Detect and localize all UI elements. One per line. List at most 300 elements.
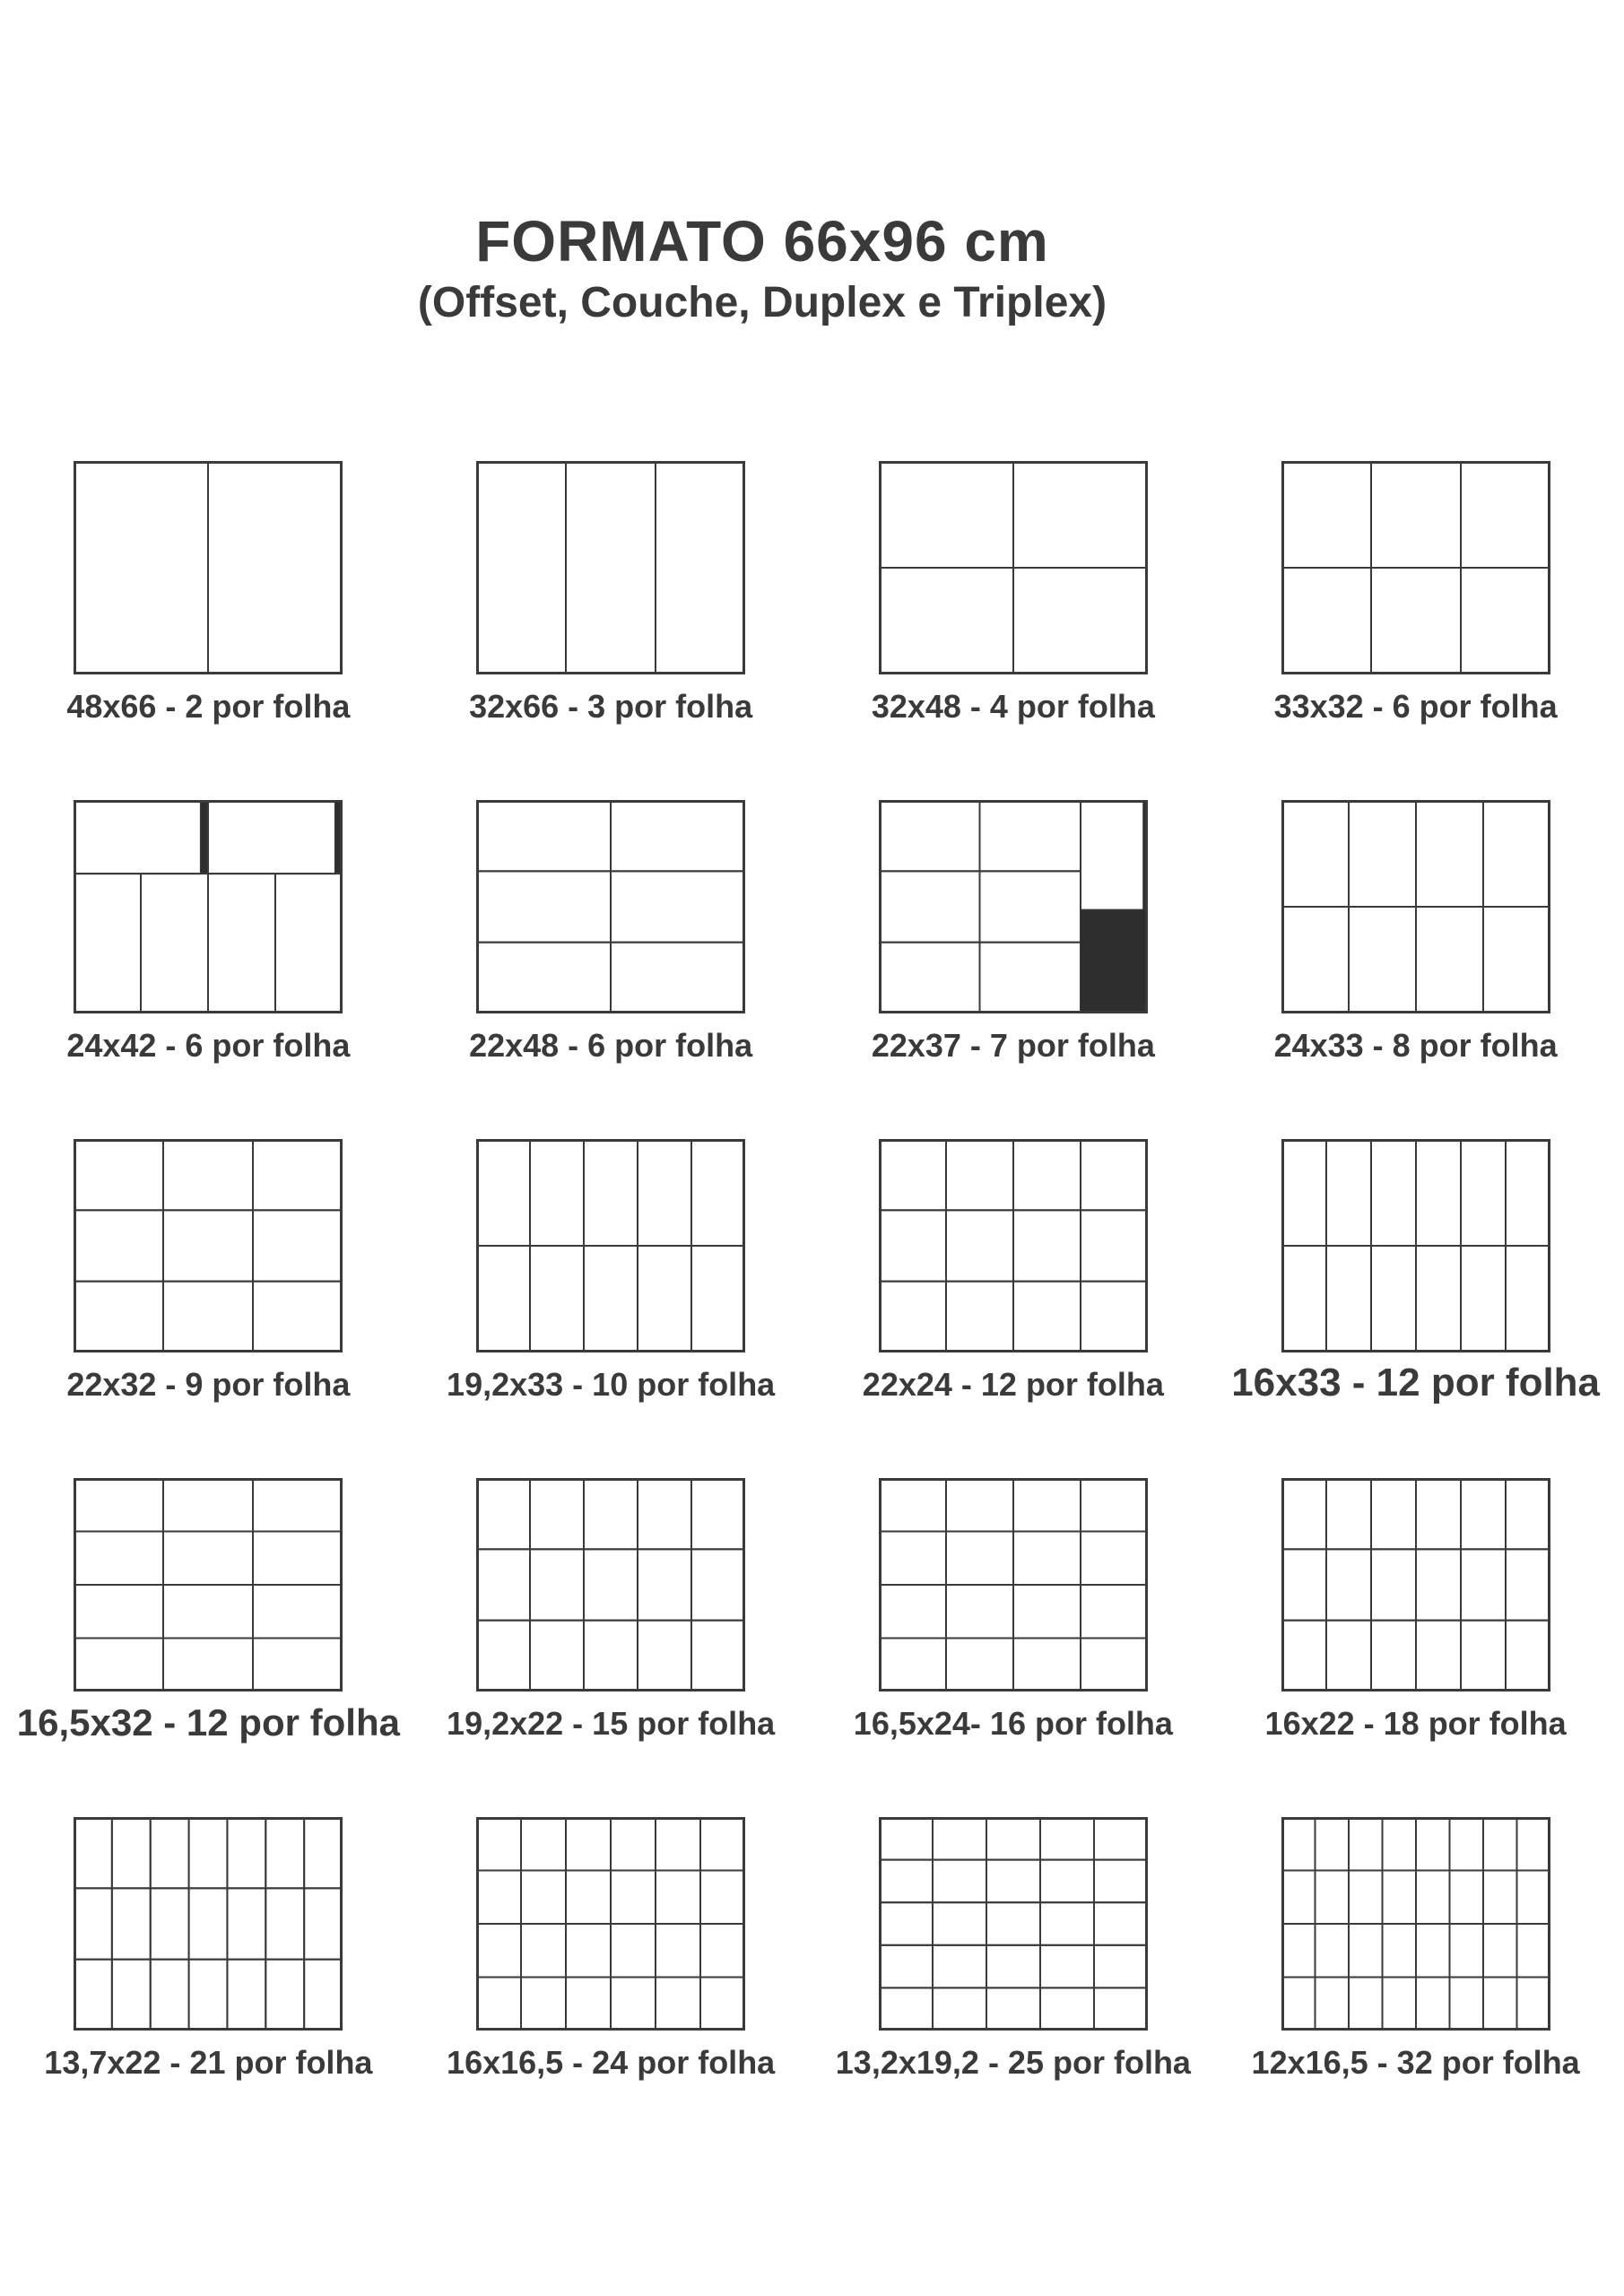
sheet-cell: [700, 1978, 745, 2031]
sheet-cell: [879, 800, 980, 871]
sheet-cell: [1449, 1871, 1483, 1925]
sheet-cell: [1013, 1585, 1081, 1639]
sheet-cell: [1081, 1210, 1148, 1281]
sheet-cell: [1371, 1139, 1416, 1246]
sheet-cell: [1315, 1817, 1349, 1871]
waste-area: [201, 800, 208, 874]
sheet-cell: [74, 1532, 163, 1586]
sheet-cell: [1281, 800, 1349, 907]
sheet-cell: [74, 1139, 163, 1210]
sheet-cell: [986, 1945, 1040, 1988]
diagram-label: 16,5x24- 16 por folha: [853, 1705, 1173, 1742]
sheet-cell: [638, 1139, 691, 1246]
sheet-cell: [208, 461, 343, 674]
sheet-cell: [1040, 1817, 1094, 1860]
sheet-cell: [163, 1282, 253, 1352]
sheet-cell: [986, 1987, 1040, 2031]
sheet-cell: [1461, 1549, 1506, 1620]
sheet-cell: [691, 1549, 745, 1620]
sheet-cell: [530, 1549, 584, 1620]
cut-layout-diagram: [1214, 439, 1617, 778]
sheet-cell: [228, 1817, 266, 1888]
sheet-cell: [611, 800, 745, 871]
sheet-cell: [879, 1210, 946, 1281]
sheet-preview: [476, 1478, 745, 1692]
sheet-cell: [1040, 1987, 1094, 2031]
sheet-cell: [1416, 1621, 1461, 1692]
sheet-outline: [75, 1819, 342, 2030]
sheet-preview: [1281, 461, 1550, 674]
sheet-cell: [933, 1902, 986, 1945]
sheet-cell: [1315, 1924, 1349, 1978]
sheet-cell: [476, 1978, 521, 2031]
sheet-cell: [74, 800, 201, 874]
sheet-cell: [1081, 1478, 1148, 1532]
sheet-cell: [656, 1924, 700, 1978]
sheet-cell: [879, 1945, 933, 1988]
sheet-cell: [476, 1621, 530, 1692]
sheet-cell: [74, 1817, 112, 1888]
sheet-cell: [266, 1888, 305, 1959]
sheet-cell: [946, 1639, 1013, 1692]
sheet-cell: [1416, 1978, 1450, 2031]
sheet-cell: [1013, 1532, 1081, 1586]
sheet-preview: [1281, 800, 1550, 1013]
sheet-cell: [1081, 1139, 1148, 1210]
sheet-cell: [476, 800, 611, 871]
sheet-cell: [521, 1924, 566, 1978]
sheet-cell: [1506, 1549, 1550, 1620]
sheet-cell: [946, 1210, 1013, 1281]
sheet-cell: [1349, 1924, 1383, 1978]
sheet-cell: [1281, 1871, 1316, 1925]
sheet-cell: [879, 1987, 933, 2031]
sheet-cell: [1416, 1549, 1461, 1620]
diagram-label: 22x48 - 6 por folha: [469, 1027, 753, 1064]
sheet-cell: [1371, 1478, 1416, 1549]
sheet-cell: [879, 568, 1013, 674]
sheet-cell: [1371, 1549, 1416, 1620]
sheet-cell: [946, 1478, 1013, 1532]
sheet-cell: [1081, 1585, 1148, 1639]
sheet-cell: [638, 1621, 691, 1692]
diagram-label: 32x66 - 3 por folha: [469, 688, 753, 725]
sheet-cell: [1315, 1871, 1349, 1925]
sheet-cell: [1281, 1817, 1316, 1871]
sheet-preview: [74, 1478, 343, 1692]
sheet-cell: [1483, 1978, 1517, 2031]
sheet-cell: [1094, 1987, 1148, 2031]
diagram-label: 19,2x22 - 15 por folha: [447, 1705, 776, 1742]
sheet-cell: [656, 1817, 700, 1871]
sheet-cell: [584, 1549, 638, 1620]
sheet-cell: [228, 1888, 266, 1959]
sheet-cell: [74, 1210, 163, 1281]
sheet-outline: [75, 1141, 342, 1352]
sheet-cell: [611, 1924, 656, 1978]
sheet-cell: [879, 1817, 933, 1860]
cut-layout-diagram: [410, 1796, 812, 2135]
diagram-label: 24x33 - 8 por folha: [1273, 1027, 1558, 1064]
sheet-cell: [638, 1478, 691, 1549]
sheet-cell: [1382, 1924, 1416, 1978]
sheet-cell: [476, 1139, 530, 1246]
sheet-cell: [1506, 1621, 1550, 1692]
sheet-cell: [151, 1817, 189, 1888]
sheet-cell: [1013, 1639, 1081, 1692]
cut-layout-diagram: [1214, 1457, 1617, 1796]
sheet-cell: [1382, 1817, 1416, 1871]
sheet-cell: [691, 1621, 745, 1692]
sheet-cell: [521, 1817, 566, 1871]
sheet-cell: [1081, 800, 1143, 910]
sheet-cell: [1013, 568, 1148, 674]
sheet-cell: [879, 1282, 946, 1352]
sheet-cell: [1416, 1871, 1450, 1925]
sheet-cell: [141, 874, 208, 1013]
sheet-cell: [1449, 1978, 1483, 2031]
cut-layout-diagram: [410, 1118, 812, 1457]
sheet-cell: [933, 1817, 986, 1860]
sheet-cell: [112, 1960, 151, 2031]
sheet-cell: [1461, 568, 1550, 674]
sheet-cell: [253, 1210, 343, 1281]
sheet-preview: [1281, 1478, 1550, 1692]
sheet-cell: [611, 1817, 656, 1871]
cut-layout-diagram: [7, 1457, 410, 1796]
sheet-cell: [476, 461, 566, 674]
sheet-preview: [476, 1817, 745, 2031]
sheet-cell: [979, 943, 1081, 1013]
sheet-cell: [584, 1478, 638, 1549]
sheet-cell: [253, 1139, 343, 1210]
sheet-cell: [1416, 1246, 1461, 1352]
sheet-cell: [1081, 1639, 1148, 1692]
sheet-cell: [1013, 1478, 1081, 1532]
sheet-cell: [1483, 1871, 1517, 1925]
sheet-cell: [1281, 1924, 1316, 1978]
sheet-cell: [638, 1549, 691, 1620]
sheet-cell: [1326, 1549, 1371, 1620]
sheet-cell: [1371, 1246, 1416, 1352]
sheet-cell: [189, 1960, 228, 2031]
sheet-preview: [476, 461, 745, 674]
sheet-cell: [1281, 568, 1371, 674]
sheet-cell: [879, 1532, 946, 1586]
sheet-cell: [1382, 1871, 1416, 1925]
sheet-cell: [163, 1478, 253, 1532]
sheet-cell: [74, 1585, 163, 1639]
sheet-cell: [1013, 1282, 1081, 1352]
sheet-cell: [74, 1478, 163, 1532]
sheet-cell: [208, 800, 335, 874]
sheet-cell: [1281, 1139, 1326, 1246]
cut-layout-diagram: [812, 1118, 1215, 1457]
cut-layout-diagram: [410, 439, 812, 778]
sheet-cell: [266, 1817, 305, 1888]
sheet-cell: [1461, 1621, 1506, 1692]
sheet-cell: [986, 1902, 1040, 1945]
sheet-cell: [74, 1639, 163, 1692]
sheet-preview: [476, 800, 745, 1013]
sheet-cell: [530, 1621, 584, 1692]
sheet-cell: [476, 1871, 521, 1925]
sheet-cell: [933, 1945, 986, 1988]
sheet-cell: [1013, 1139, 1081, 1210]
sheet-cell: [1326, 1139, 1371, 1246]
sheet-cell: [74, 1960, 112, 2031]
sheet-cell: [933, 1860, 986, 1903]
sheet-cell: [638, 1246, 691, 1352]
sheet-cell: [1013, 1210, 1081, 1281]
sheet-cell: [1461, 461, 1550, 568]
sheet-cell: [946, 1282, 1013, 1352]
sheet-cell: [1461, 1478, 1506, 1549]
sheet-cell: [1416, 1924, 1450, 1978]
sheet-cell: [112, 1888, 151, 1959]
sheet-cell: [1516, 1978, 1550, 2031]
sheet-cell: [879, 943, 980, 1013]
sheet-cell: [476, 943, 611, 1013]
sheet-cell: [566, 1817, 611, 1871]
sheet-cell: [879, 1139, 946, 1210]
sheet-cell: [584, 1621, 638, 1692]
sheet-cell: [530, 1139, 584, 1246]
sheet-cell: [1371, 568, 1461, 674]
sheet-cell: [979, 871, 1081, 942]
sheet-preview: [74, 1139, 343, 1352]
sheet-cell: [74, 1282, 163, 1352]
diagram-label: 48x66 - 2 por folha: [66, 688, 351, 725]
sheet-cell: [1281, 1246, 1326, 1352]
sheet-cell: [1349, 800, 1416, 907]
cut-layout-diagram: [410, 778, 812, 1118]
sheet-cell: [656, 461, 745, 674]
cut-layout-diagram: [7, 778, 410, 1118]
sheet-cell: [1516, 1924, 1550, 1978]
diagram-label: 16x33 - 12 por folha: [1231, 1361, 1601, 1405]
sheet-cell: [879, 461, 1013, 568]
sheet-cell: [1094, 1860, 1148, 1903]
sheet-cell: [189, 1817, 228, 1888]
sheet-cell: [986, 1860, 1040, 1903]
sheet-cell: [1326, 1478, 1371, 1549]
sheet-cell: [530, 1478, 584, 1549]
sheet-cell: [1416, 907, 1483, 1013]
sheet-cell: [521, 1978, 566, 2031]
sheet-cell: [611, 871, 745, 942]
sheet-preview: [879, 461, 1148, 674]
sheet-cell: [163, 1210, 253, 1281]
sheet-cell: [879, 1860, 933, 1903]
diagram-label: 33x32 - 6 por folha: [1273, 688, 1558, 725]
cut-layout-diagram: [1214, 778, 1617, 1118]
sheet-cell: [1094, 1902, 1148, 1945]
sheet-outline: [880, 1819, 1146, 2030]
sheet-cell: [1094, 1817, 1148, 1860]
sheet-preview: [879, 1817, 1148, 2031]
sheet-cell: [151, 1888, 189, 1959]
page-subtitle: (Offset, Couche, Duplex e Triplex): [417, 279, 1107, 326]
sheet-cell: [566, 1978, 611, 2031]
sheet-cell: [566, 1871, 611, 1925]
sheet-cell: [305, 1888, 343, 1959]
sheet-cell: [1349, 1817, 1383, 1871]
sheet-cell: [1506, 1246, 1550, 1352]
waste-area: [1081, 910, 1148, 1013]
sheet-cell: [1281, 1549, 1326, 1620]
sheet-outline: [478, 463, 744, 674]
sheet-cell: [1461, 1246, 1506, 1352]
sheet-cell: [1013, 461, 1148, 568]
sheet-cell: [1281, 907, 1349, 1013]
sheet-cell: [476, 1478, 530, 1549]
cut-layout-diagram: [7, 1796, 410, 2135]
diagram-label: 13,2x19,2 - 25 por folha: [835, 2044, 1191, 2081]
sheet-cell: [208, 874, 275, 1013]
sheet-cell: [979, 800, 1081, 871]
sheet-cell: [1281, 461, 1371, 568]
diagram-label: 16x22 - 18 por folha: [1264, 1705, 1567, 1742]
sheet-cell: [1416, 1817, 1450, 1871]
cut-layout-diagram: [410, 1457, 812, 1796]
cut-layout-diagram: [812, 439, 1215, 778]
cut-layout-diagram: [812, 778, 1215, 1118]
sheet-cell: [1483, 907, 1550, 1013]
sheet-cell: [1326, 1246, 1371, 1352]
sheet-cell: [946, 1139, 1013, 1210]
sheet-cell: [1371, 1621, 1416, 1692]
sheet-cell: [1382, 1978, 1416, 2031]
sheet-cell: [879, 1639, 946, 1692]
sheet-cell: [1094, 1945, 1148, 1988]
sheet-cell: [74, 461, 208, 674]
sheet-cell: [611, 1978, 656, 2031]
sheet-cell: [1349, 1871, 1383, 1925]
sheet-cell: [163, 1585, 253, 1639]
sheet-cell: [1281, 1978, 1316, 2031]
diagram-label: 12x16,5 - 32 por folha: [1251, 2044, 1580, 2081]
cut-layouts-grid: [7, 439, 1617, 2135]
sheet-cell: [986, 1817, 1040, 1860]
diagram-label: 22x24 - 12 por folha: [862, 1366, 1164, 1403]
sheet-preview: [74, 461, 343, 674]
sheet-cell: [163, 1639, 253, 1692]
sheet-cell: [1516, 1817, 1550, 1871]
diagram-label: 19,2x33 - 10 por folha: [447, 1366, 776, 1403]
sheet-cell: [1461, 1139, 1506, 1246]
sheet-cell: [74, 1888, 112, 1959]
sheet-preview: [1281, 1817, 1550, 2031]
sheet-cell: [253, 1282, 343, 1352]
sheet-cell: [530, 1246, 584, 1352]
sheet-cell: [1416, 1139, 1461, 1246]
sheet-preview: [879, 1478, 1148, 1692]
page-title: FORMATO 66x96 cm: [475, 209, 1049, 274]
sheet-cell: [1349, 907, 1416, 1013]
sheet-cell: [700, 1817, 745, 1871]
sheet-cell: [1315, 1978, 1349, 2031]
sheet-cell: [476, 1817, 521, 1871]
sheet-cell: [1449, 1924, 1483, 1978]
sheet-cell: [1416, 800, 1483, 907]
sheet-cell: [1040, 1945, 1094, 1988]
sheet-cell: [1506, 1139, 1550, 1246]
sheet-preview: [74, 1817, 343, 2031]
sheet-cell: [266, 1960, 305, 2031]
sheet-preview: [74, 800, 343, 1013]
sheet-cell: [879, 1902, 933, 1945]
sheet-cell: [879, 1585, 946, 1639]
diagram-label: 16x16,5 - 24 por folha: [447, 2044, 776, 2081]
sheet-cell: [691, 1478, 745, 1549]
diagram-label: 16,5x32 - 12 por folha: [16, 1701, 400, 1744]
sheet-cell: [476, 871, 611, 942]
sheet-cell: [1483, 1924, 1517, 1978]
sheet-preview: [1281, 1139, 1550, 1352]
cut-layout-diagram: [7, 439, 410, 778]
sheet-cell: [611, 1871, 656, 1925]
sheet-cell: [566, 461, 656, 674]
sheet-cell: [305, 1817, 343, 1888]
diagram-label: 32x48 - 4 por folha: [871, 688, 1155, 725]
sheet-cell: [1040, 1860, 1094, 1903]
cut-layout-diagram: [7, 1118, 410, 1457]
sheet-cell: [228, 1960, 266, 2031]
cut-layout-diagram: [1214, 1796, 1617, 2135]
sheet-cell: [1326, 1621, 1371, 1692]
sheet-cell: [305, 1960, 343, 2031]
sheet-cell: [933, 1987, 986, 2031]
header: [0, 208, 1524, 327]
sheet-cell: [253, 1585, 343, 1639]
sheet-cell: [1449, 1817, 1483, 1871]
sheet-outline: [478, 1480, 744, 1691]
sheet-cell: [584, 1246, 638, 1352]
sheet-cell: [1483, 800, 1550, 907]
diagram-label: 22x37 - 7 por folha: [871, 1027, 1155, 1064]
sheet-cell: [691, 1139, 745, 1246]
cut-layout-diagram: [1214, 1118, 1617, 1457]
sheet-cell: [476, 1924, 521, 1978]
sheet-cell: [946, 1532, 1013, 1586]
cut-layout-diagram: [812, 1796, 1215, 2135]
sheet-cell: [1040, 1902, 1094, 1945]
sheet-cell: [1281, 1621, 1326, 1692]
sheet-cell: [521, 1871, 566, 1925]
sheet-cell: [275, 874, 343, 1013]
diagram-label: 24x42 - 6 por folha: [66, 1027, 351, 1064]
sheet-cell: [656, 1978, 700, 2031]
sheet-cell: [163, 1139, 253, 1210]
cut-layout-diagram: [812, 1457, 1215, 1796]
sheet-cell: [189, 1888, 228, 1959]
sheet-cell: [1281, 1478, 1326, 1549]
sheet-cell: [656, 1871, 700, 1925]
sheet-cell: [74, 874, 141, 1013]
sheet-cell: [566, 1924, 611, 1978]
sheet-cell: [476, 1549, 530, 1620]
sheet-cell: [112, 1817, 151, 1888]
sheet-cell: [163, 1532, 253, 1586]
diagram-label: 22x32 - 9 por folha: [66, 1366, 351, 1403]
sheet-cell: [253, 1532, 343, 1586]
sheet-cell: [1416, 1478, 1461, 1549]
sheet-cell: [1483, 1817, 1517, 1871]
diagram-label: 13,7x22 - 21 por folha: [44, 2044, 373, 2081]
sheet-cell: [253, 1478, 343, 1532]
sheet-cell: [1371, 461, 1461, 568]
